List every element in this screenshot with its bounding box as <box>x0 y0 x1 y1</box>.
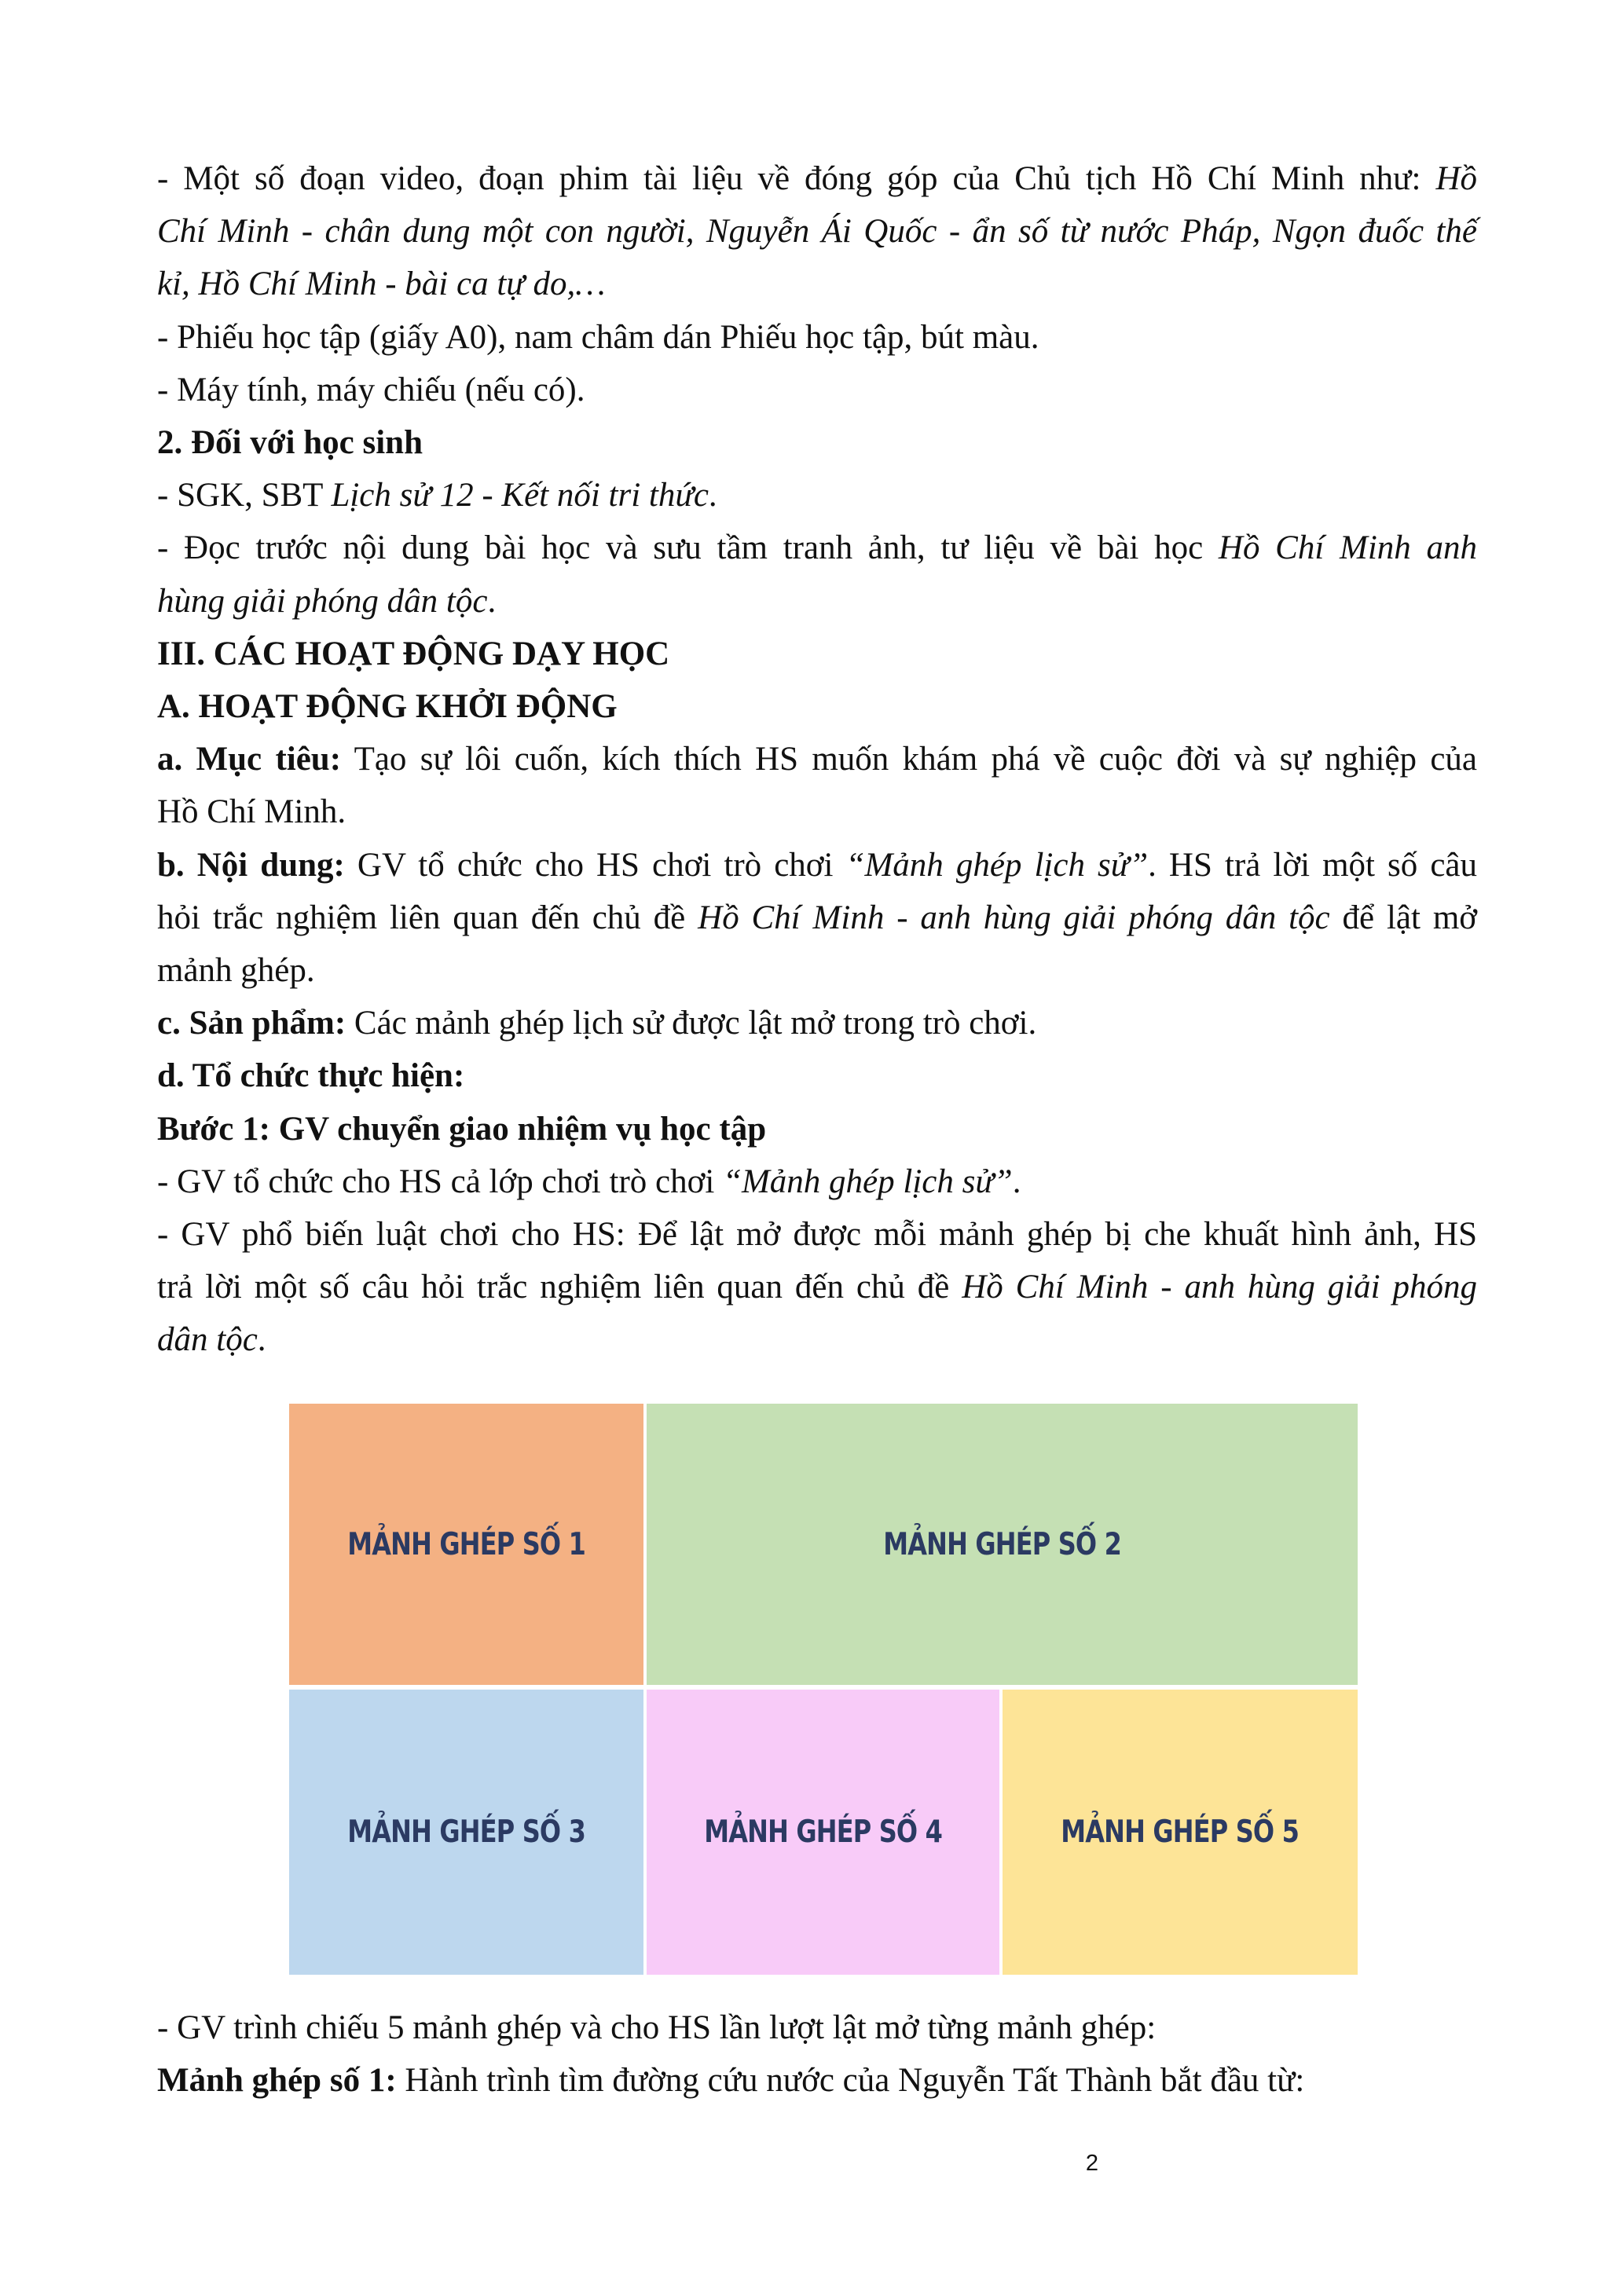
step1-heading: Bước 1: GV chuyển giao nhiệm vụ học tập <box>157 1110 767 1148</box>
video-materials-line2: Chí Minh - chân dung một con người, Nguyễn Ái Quốc - ẩn số từ nước Pháp, Ngọn đuốc thế <box>157 213 1477 251</box>
after-puzzle-text <box>157 2001 1477 2107</box>
computer-item: - Máy tính, máy chiếu (nếu có). <box>157 371 585 408</box>
piece1-question: Mảnh ghép số 1: Hành trình tìm đường cứu nước của Nguyễn Tất Thành bắt đầu từ: <box>157 2062 1305 2100</box>
video-materials-line1: - Một số đoạn video, đoạn phim tài liệu về đóng góp của Chủ tịch Hồ Chí Minh như: Hồ <box>157 160 1477 197</box>
section-iii-heading: III. CÁC HOẠT ĐỘNG DẠY HỌC <box>157 635 670 672</box>
step1-rules-line3: dân tộc. <box>157 1321 266 1359</box>
content-line3: mảnh ghép. <box>157 952 315 990</box>
organize-heading: d. Tổ chức thực hiện: <box>157 1057 465 1095</box>
projection-line: - GV trình chiếu 5 mảnh ghép và cho HS lần lượt lật mở từng mảnh ghép: <box>157 2009 1157 2046</box>
content-line1: b. Nội dung: GV tổ chức cho HS chơi trò chơi “Mảnh ghép lịch sử”. HS trả lời một số câu <box>157 846 1477 884</box>
read-item-line2: hùng giải phóng dân tộc. <box>157 582 497 620</box>
puzzle-tile-3[interactable]: MẢNH GHÉP SỐ 3 <box>289 1690 643 1975</box>
page-number: 2 <box>1085 2151 1099 2176</box>
sgk-item: - SGK, SBT Lịch sử 12 - Kết nối tri thức. <box>157 477 717 514</box>
puzzle-tile-5[interactable]: MẢNH GHÉP SỐ 5 <box>1003 1690 1358 1975</box>
objective-line1: a. Mục tiêu: Tạo sự lôi cuốn, kích thích HS muốn khám phá về cuộc đời và sự nghiệp của <box>157 741 1477 778</box>
product-line: c. Sản phẩm: Các mảnh ghép lịch sử được lật mở trong trò chơi. <box>157 1005 1037 1042</box>
step1-rules-line2: trả lời một số câu hỏi trắc nghiệm liên quan đến chủ đề Hồ Chí Minh - anh hùng giải phóng <box>157 1269 1477 1306</box>
step1-line1: - GV tổ chức cho HS cả lớp chơi trò chơi “Mảnh ghép lịch sử”. <box>157 1163 1021 1200</box>
objective-line2: Hồ Chí Minh. <box>157 793 346 831</box>
content-line2: hỏi trắc nghiệm liên quan đến chủ đề Hồ Chí Minh - anh hùng giải phóng dân tộc để lật mở <box>157 899 1478 936</box>
step1-rules-line1: - GV phổ biến luật chơi cho HS: Để lật mở được mỗi mảnh ghép bị che khuất hình ảnh, HS <box>157 1216 1477 1254</box>
body-text <box>157 152 1477 1367</box>
worksheet-item: - Phiếu học tập (giấy A0), nam châm dán Phiếu học tập, bút màu. <box>157 318 1039 356</box>
puzzle-grid <box>289 1404 1358 1975</box>
student-heading: 2. Đối với học sinh <box>157 424 423 462</box>
puzzle-tile-4[interactable]: MẢNH GHÉP SỐ 4 <box>647 1690 999 1975</box>
puzzle-tile-1[interactable]: MẢNH GHÉP SỐ 1 <box>289 1404 643 1685</box>
section-a-heading: A. HOẠT ĐỘNG KHỞI ĐỘNG <box>157 688 618 726</box>
read-item-line1: - Đọc trước nội dung bài học và sưu tầm tranh ảnh, tư liệu về bài học Hồ Chí Minh anh <box>157 529 1477 567</box>
puzzle-tile-2[interactable]: MẢNH GHÉP SỐ 2 <box>647 1404 1358 1685</box>
video-materials-line3: kỉ, Hồ Chí Minh - bài ca tự do,… <box>157 265 606 303</box>
